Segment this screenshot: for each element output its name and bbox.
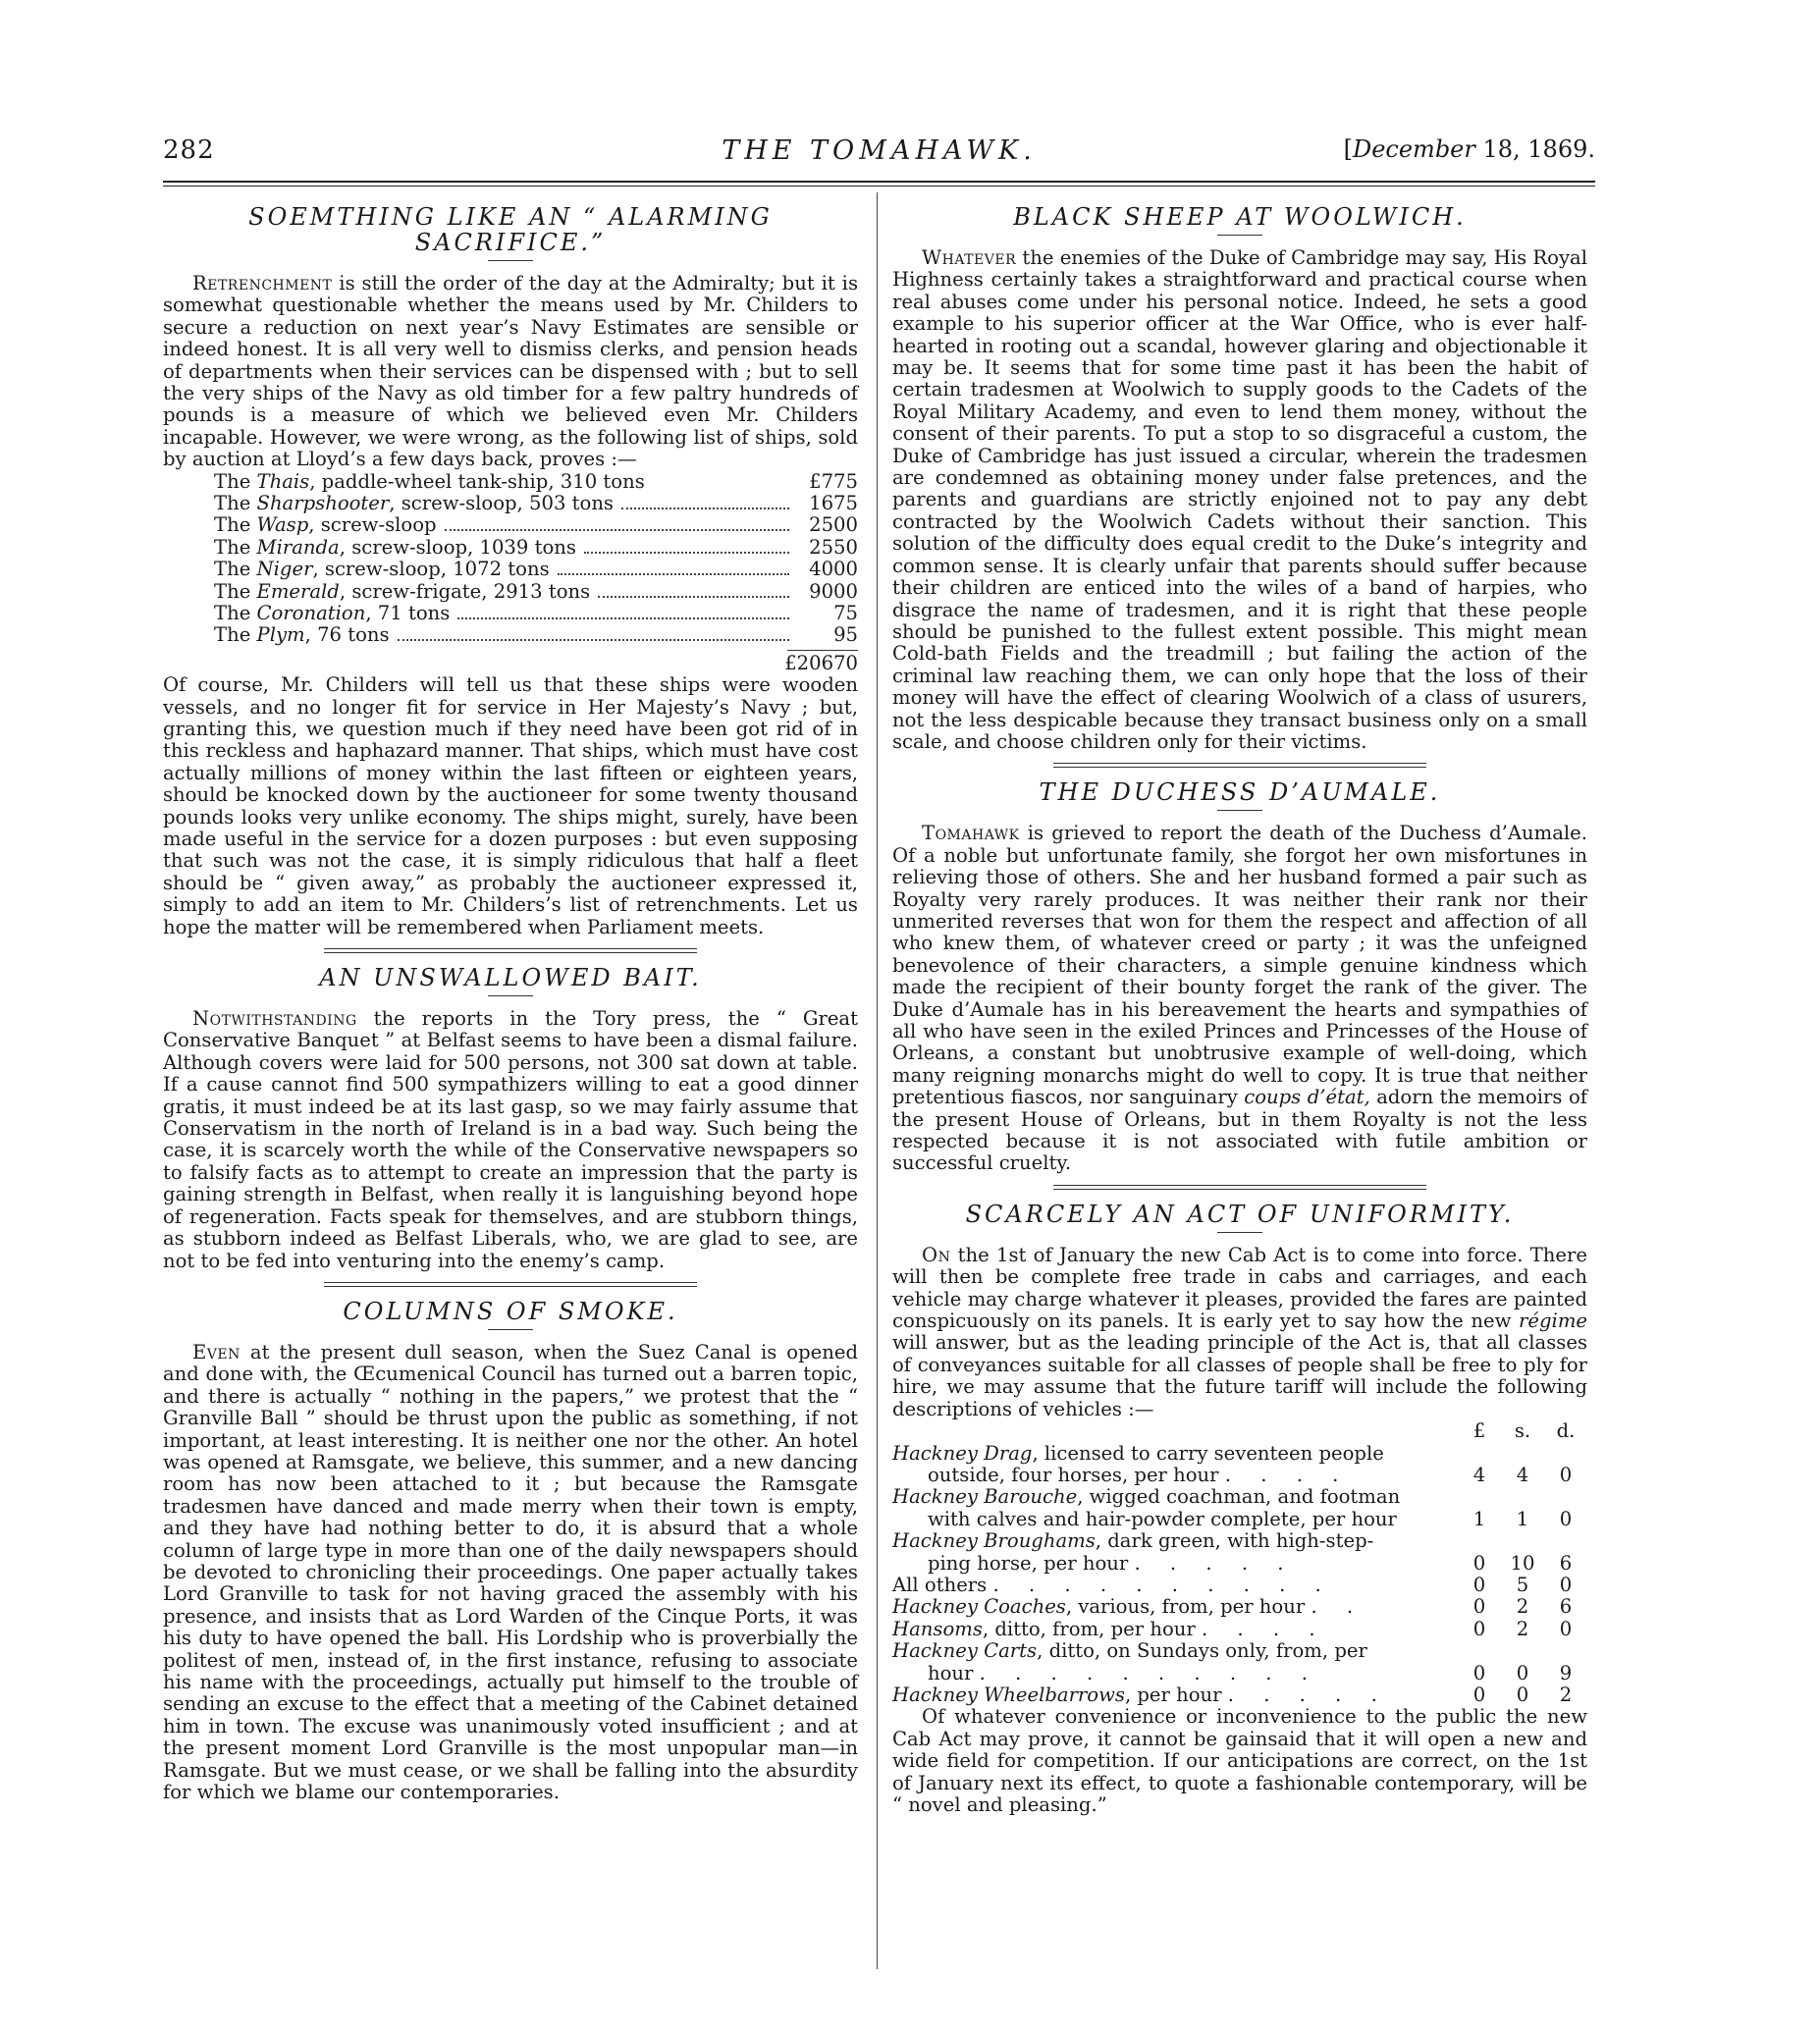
ship-description: , screw-sloop, 1039 tons bbox=[339, 535, 576, 559]
fare-description bbox=[892, 1530, 1458, 1575]
italic-phrase: coups d’état, bbox=[1244, 1086, 1370, 1109]
ship-name: Plym bbox=[256, 623, 305, 647]
ship-name: Wasp bbox=[256, 513, 309, 537]
ship-row bbox=[214, 514, 858, 536]
heading-rule bbox=[1217, 810, 1262, 811]
header-pounds: £ bbox=[1472, 1419, 1486, 1443]
vehicle-terms-cont: outside, four horses, per hour bbox=[928, 1463, 1219, 1486]
fare-pounds: 0 bbox=[1472, 1573, 1486, 1596]
ship-name: Coronation bbox=[256, 602, 366, 624]
fare-shillings: 0 bbox=[1516, 1661, 1529, 1684]
vehicle-name: Hackney Carts bbox=[892, 1639, 1038, 1663]
fare-shillings: 5 bbox=[1516, 1573, 1529, 1596]
dot-leader bbox=[457, 617, 789, 619]
fare-pence: 0 bbox=[1559, 1617, 1573, 1640]
fare-row bbox=[892, 1619, 1587, 1640]
dot-leader: . . bbox=[1311, 1595, 1365, 1619]
publication-title: THE TOMAHAWK. bbox=[722, 135, 1037, 166]
fare-pounds: 0 bbox=[1472, 1551, 1486, 1575]
fare-description bbox=[892, 1684, 1458, 1706]
left-column bbox=[163, 204, 858, 1803]
fare-pence: 0 bbox=[1559, 1463, 1573, 1486]
fare-description bbox=[892, 1575, 1458, 1596]
paragraph-text: at the present dull season, when the Suez Canal is opened and done with, the Œcumenical Council has turned out a barren topic, and there is actually “ nothing in the papers,” we protest that the “ Granville Ball ” should be thrust upon the public as something, if not important, at least interesting. It is neither one nor the other. An hotel was opened at Ramsgate, we believe, this summer, and a new dancing room has now been attached to it ; but because the Ramsgate tradesmen have danced and made merry when their town is empty, and they have had nothing better to do, it is absurd that a whole column of large type in more than one of the daily newspapers should be devoted to chronicling their proceedings. One paper actually takes Lord Granville to task for not having graced the assembly with his presence, and insists that as Lord Warden of the Cinque Ports, it was his duty to have opened the ball. His Lordship who is proverbially the politest of men, instead of, in the first instance, refusing to associate his name with the proceedings, actually put himself to the trouble of sending an excuse to the effect that a meeting of the Cabinet detained him in town. The excuse was unanimously voted insufficient ; and at the present moment Lord Granville is the most unpopular man—in Ramsgate. But we must cease, or we shall be falling into the absurdity for which we blame our contemporaries. bbox=[163, 1340, 858, 1804]
masthead-rule bbox=[163, 181, 1595, 183]
ship-description: , screw-sloop, 1072 tons bbox=[312, 558, 550, 581]
dot-leader bbox=[584, 552, 789, 554]
fare-pounds: 1 bbox=[1472, 1507, 1486, 1530]
section-divider bbox=[324, 948, 697, 953]
vehicle-terms-cont: ping horse, per hour bbox=[928, 1551, 1129, 1575]
fare-description bbox=[892, 1619, 1458, 1640]
vehicle-terms-cont: with calves and hair-powder complete, per hour bbox=[928, 1507, 1397, 1530]
dot-leader: . . . . bbox=[1224, 1463, 1351, 1486]
heading-rule bbox=[1217, 235, 1262, 236]
fare-pounds: 0 bbox=[1472, 1661, 1486, 1684]
heading-rule bbox=[488, 1329, 533, 1330]
article-heading: SCARCELY AN ACT OF UNIFORMITY. bbox=[965, 1200, 1515, 1228]
heading-rule bbox=[488, 260, 533, 261]
article-duchess-daumale bbox=[892, 779, 1587, 1175]
ship-entry bbox=[214, 559, 550, 580]
ship-row bbox=[214, 624, 858, 646]
vehicle-name: Hackney Wheelbarrows bbox=[892, 1683, 1125, 1706]
fare-row bbox=[892, 1530, 1587, 1575]
fare-row bbox=[892, 1640, 1587, 1684]
fare-pence: 2 bbox=[1559, 1683, 1573, 1706]
article-heading: BLACK SHEEP AT WOOLWICH. bbox=[1013, 203, 1467, 231]
fare-pence: 0 bbox=[1559, 1507, 1573, 1530]
date-bracket: [ bbox=[1343, 135, 1353, 163]
ship-row bbox=[214, 537, 858, 559]
fare-pounds: 0 bbox=[1472, 1683, 1486, 1706]
ship-sale-list bbox=[214, 471, 858, 647]
article-paragraph bbox=[892, 823, 1587, 1175]
fare-shillings: 2 bbox=[1516, 1595, 1529, 1619]
ship-name: Emerald bbox=[256, 579, 340, 603]
lead-word: Notwithstanding bbox=[192, 1007, 357, 1031]
vehicle-name: Hackney Drag bbox=[892, 1441, 1033, 1465]
ship-row bbox=[214, 493, 858, 514]
ship-price: 4000 bbox=[809, 558, 858, 581]
ship-description: , screw-sloop bbox=[308, 513, 437, 537]
vehicle-terms-cont: hour bbox=[928, 1661, 974, 1684]
vehicle-terms: , wigged coachman, and footman bbox=[1077, 1485, 1401, 1509]
ship-row bbox=[214, 603, 858, 624]
fare-row bbox=[892, 1486, 1587, 1530]
fare-pence: 6 bbox=[1559, 1551, 1573, 1575]
paragraph-text: the enemies of the Duke of Cambridge may say, His Royal Highness certainly takes a straightforward and practical course when real abuses come under his personal notice. Indeed, he sets a good example to his superior officer at the War Office, who is ever half-hearted in rooting out a scandal, however glaring and objectionable it may be. It seems that for some time past it has been the habit of certain tradesmen at Woolwich to supply goods to the Cadets of the Royal Military Academy, and even to lend them money, without the consent of their parents. To put a stop to so disgraceful a custom, the Duke of Cambridge has just issued a circular, wherein the tradesmen are condemned as obtaining money under false pretences, and the parents and guardians are strictly enjoined not to pay any debt contracted by the Woolwich Cadets without their sanction. This solution of the difficulty does equal credit to the Duke’s integrity and common sense. It is clearly unfair that parents should suffer because their children are enticed into the wiles of a band of harpies, who disgrace the name of tradesmen, and it is right that these people should be punished to the fullest extent possible. This might mean Cold-bath Fields and the treadmill ; but failing the action of the criminal law reaching them, we can only hope that the loss of their money will have the effect of clearing Woolwich of a class of usurers, not the less despicable because they transact business only on a small scale, and choose children only for their victims. bbox=[892, 246, 1587, 753]
article-black-sheep bbox=[892, 204, 1587, 753]
ship-description: , screw-frigate, 2913 tons bbox=[339, 579, 591, 603]
vehicle-name: Hackney Broughams bbox=[892, 1529, 1096, 1553]
vehicle-terms: , ditto, from, per hour bbox=[982, 1617, 1196, 1640]
article-paragraph bbox=[892, 247, 1587, 753]
right-column bbox=[892, 204, 1587, 1816]
ship-entry bbox=[214, 514, 437, 536]
italic-phrase: régime bbox=[1519, 1309, 1587, 1333]
fare-row bbox=[892, 1596, 1587, 1618]
vehicle-name: Hackney Barouche bbox=[892, 1485, 1078, 1509]
lead-word: Tomahawk bbox=[922, 822, 1020, 845]
ship-entry bbox=[214, 537, 576, 559]
heading-rule bbox=[1217, 1232, 1262, 1233]
dot-leader bbox=[598, 596, 789, 598]
ship-prefix: The bbox=[214, 469, 257, 493]
fare-table-header bbox=[892, 1420, 1587, 1442]
dot-leader: . . . . . . . . . . bbox=[979, 1661, 1319, 1684]
fare-pence: 6 bbox=[1559, 1595, 1573, 1619]
ship-price: 1675 bbox=[809, 492, 858, 515]
article-paragraph bbox=[163, 273, 858, 471]
vehicle-terms: All others bbox=[892, 1573, 988, 1596]
lead-word: Retrenchment bbox=[192, 272, 333, 294]
article-act-of-uniformity bbox=[892, 1202, 1587, 1817]
article-heading: SOEMTHING LIKE AN “ ALARMING SACRIFICE.” bbox=[248, 203, 773, 256]
vehicle-terms: , licensed to carry seventeen people bbox=[1032, 1441, 1384, 1465]
ship-name: Sharpshooter bbox=[256, 492, 390, 515]
dot-leader: . . . . . bbox=[1134, 1551, 1296, 1575]
header-pence: d. bbox=[1556, 1419, 1576, 1443]
paragraph-text: is still the order of the day at the Admiralty; but it is somewhat questionable whether the means used by Mr. Childers to secure a reduction on next year’s Navy Estimates are sensible or indeed honest. It is all very well to dismiss clerks, and pension heads of departments when their services can be dispensed with ; but to sell the very ships of the Navy as old timber for a few paltry hundreds of pounds is a measure of which we believed even Mr. Childers incapable. However, we were wrong, as the following list of ships, sold by auction at Lloyd’s a few days back, proves :— bbox=[163, 272, 858, 471]
ship-entry bbox=[214, 581, 590, 603]
article-heading: COLUMNS OF SMOKE. bbox=[343, 1297, 678, 1325]
ship-price: £775 bbox=[809, 469, 858, 493]
article-paragraph bbox=[163, 1342, 858, 1804]
dot-leader bbox=[398, 639, 789, 641]
lead-word: Even bbox=[192, 1340, 241, 1363]
ship-price: 9000 bbox=[809, 579, 858, 603]
article-paragraph: Of course, Mr. Childers will tell us that these ships were wooden vessels, and no longer fit for service in Her Majesty’s Navy ; but, granting this, we question much if they need have been got rid of in this reckless and haphazard manner. That ships, which must have cost actually millions of money within the last fifteen or eighteen years, should be knocked down by the auctioneer for some twenty thousand pounds looks very unlike economy. The ships might, surely, have been made useful in the service for a dozen purposes : but even supposing that such was not the case, it is simply ridiculous that half a fleet should be “ given away,” as probably the auctioneer expressed it, simply to add an item to Mr. Childers’s list of retrenchments. Let us hope the matter will be remembered when Parliament meets. bbox=[163, 673, 858, 938]
ship-price: 95 bbox=[833, 623, 858, 647]
article-heading: THE DUCHESS D’AUMALE. bbox=[1039, 778, 1441, 807]
ship-name: Miranda bbox=[256, 535, 340, 559]
fare-pounds: 4 bbox=[1472, 1463, 1486, 1486]
ship-prefix: The bbox=[214, 623, 257, 647]
lead-word: On bbox=[922, 1243, 951, 1266]
ship-price: 2550 bbox=[809, 535, 858, 559]
fare-table bbox=[892, 1443, 1587, 1707]
ship-price: 75 bbox=[833, 602, 858, 624]
total-rule bbox=[787, 650, 858, 651]
ship-prefix: The bbox=[214, 602, 257, 624]
ship-price: 2500 bbox=[809, 513, 858, 537]
fare-pence: 9 bbox=[1559, 1661, 1573, 1684]
ship-description: , 76 tons bbox=[304, 623, 390, 647]
fare-shillings: 4 bbox=[1516, 1463, 1529, 1486]
ship-description: , 71 tons bbox=[365, 602, 451, 624]
ship-name: Niger bbox=[256, 558, 313, 581]
ship-prefix: The bbox=[214, 579, 257, 603]
ship-description: , paddle-wheel tank-ship, 310 tons bbox=[309, 469, 645, 493]
header-shillings: s. bbox=[1514, 1419, 1531, 1443]
ship-entry bbox=[214, 493, 614, 514]
ship-prefix: The bbox=[214, 492, 257, 515]
ship-description: , screw-sloop, 503 tons bbox=[389, 492, 614, 515]
dot-leader bbox=[445, 529, 789, 531]
fare-shillings: 0 bbox=[1516, 1683, 1529, 1706]
fare-description bbox=[892, 1640, 1458, 1684]
paragraph-text: the 1st of January the new Cab Act is to come into force. There will then be complete free trade in cabs and carriages, and each vehicle may charge whatever it pleases, provided the fares are painted conspicuously on its panels. It is early yet to say how the new bbox=[892, 1243, 1587, 1333]
paragraph-text: adorn the memoirs of the present House of Orleans, but in them Royalty is not the less respected because it is not associated with futile ambition or successful cruelty. bbox=[892, 1086, 1587, 1175]
vehicle-name: Hackney Coaches bbox=[892, 1595, 1066, 1619]
ship-row bbox=[214, 471, 858, 493]
dot-leader bbox=[621, 508, 789, 509]
article-unswallowed-bait bbox=[163, 965, 858, 1272]
article-heading: AN UNSWALLOWED BAIT. bbox=[319, 964, 702, 992]
ship-prefix: The bbox=[214, 558, 257, 581]
vehicle-name: Hansoms bbox=[892, 1617, 983, 1640]
vehicle-terms: , various, from, per hour bbox=[1065, 1595, 1306, 1619]
fare-row bbox=[892, 1575, 1587, 1596]
paragraph-text: is grieved to report the death of the Duchess d’Aumale. Of a noble but unfortunate family, she forgot her own misfortunes in relieving those of others. She and her husband formed a pair such as Royalty very rarely produces. It was neither their rank nor their unmerited reverses that won for them the respect and affection of all who knew them, of whatever creed or party ; it was the unfeigned benevolence of their characters, a simple genuine kindness which made the recipient of their bounty forget the rank of the giver. The Duke d’Aumale has in his bereavement the hearts and sympathies of all who have seen in the exiled Princes and Princesses of the House of Orleans, a constant but unobtrusive example of well-doing, which many reigning monarchs might do well to copy. It is true that neither pretentious fiascos, nor sanguinary bbox=[892, 822, 1587, 1109]
dot-leader: . . . . . bbox=[1227, 1683, 1389, 1706]
column-divider bbox=[877, 192, 878, 1969]
vehicle-terms: , ditto, on Sundays only, from, per bbox=[1037, 1639, 1367, 1663]
fare-description bbox=[892, 1443, 1458, 1487]
section-divider bbox=[324, 1282, 697, 1287]
article-paragraph bbox=[892, 1245, 1587, 1420]
fare-pounds: 0 bbox=[1472, 1595, 1486, 1619]
fare-description bbox=[892, 1596, 1458, 1618]
masthead-rule-thin bbox=[163, 186, 1595, 187]
fare-row bbox=[892, 1684, 1587, 1706]
fare-pence: 0 bbox=[1559, 1573, 1573, 1596]
paragraph-text: the reports in the Tory press, the “ Great Conservative Banquet ” at Belfast seems to have been a dismal failure. Although covers were laid for 500 persons, not 300 sat down at table. If a cause cannot find 500 sympathizers willing to eat a good dinner gratis, it must indeed be at its last gasp, so we may fairly assume that Conservatism in the north of Ireland is in a bad way. Such being the case, it is scarcely worth the while of the Conservative newspapers so to falsify facts as to attempt to create an impression that the party is gaining strength in Belfast, when really it is languishing beyond hope of regeneration. Facts speak for themselves, and are stubborn things, as stubborn indeed as Belfast Liberals, who, we are glad to see, are not to be fed into venturing into the enemy’s camp. bbox=[163, 1007, 858, 1272]
fare-pounds: 0 bbox=[1472, 1617, 1486, 1640]
ship-prefix: The bbox=[214, 513, 257, 537]
page-number: 282 bbox=[163, 135, 215, 165]
section-divider bbox=[1053, 1185, 1426, 1190]
dot-leader: . . . . . . . . . . bbox=[992, 1573, 1333, 1596]
fare-shillings: 1 bbox=[1516, 1507, 1529, 1530]
date-day-year: 18, 1869. bbox=[1474, 135, 1595, 163]
lead-word: Whatever bbox=[922, 246, 1017, 269]
ship-entry bbox=[214, 624, 390, 646]
ship-prefix: The bbox=[214, 535, 257, 559]
issue-date bbox=[1344, 135, 1595, 163]
section-divider bbox=[1053, 763, 1426, 768]
ship-row bbox=[214, 581, 858, 603]
fare-shillings: 2 bbox=[1516, 1617, 1529, 1640]
article-paragraph bbox=[163, 1008, 858, 1272]
masthead bbox=[163, 135, 1595, 175]
fare-shillings: 10 bbox=[1510, 1551, 1535, 1575]
article-paragraph: Of whatever convenience or inconvenience to the public the new Cab Act may prove, it cannot be gainsaid that it will open a new and wide field for competition. If our anticipations are correct, on the 1st of January next its effect, to quote a fashionable contemporary, will be “ novel and pleasing.” bbox=[892, 1705, 1587, 1816]
dot-leader bbox=[558, 573, 789, 575]
article-columns-of-smoke bbox=[163, 1299, 858, 1804]
paragraph-text: will answer, but as the leading principle of the Act is, that all classes of conveyances suitable for all classes of people shall be free to ply for hire, we may assume that the future tariff will include the following descriptions of vehicles :— bbox=[892, 1331, 1587, 1420]
ship-row bbox=[214, 559, 858, 580]
article-alarming-sacrifice bbox=[163, 204, 858, 938]
fare-description bbox=[892, 1486, 1458, 1530]
fare-row bbox=[892, 1443, 1587, 1487]
ship-entry bbox=[214, 471, 645, 493]
ship-entry bbox=[214, 603, 450, 624]
heading-rule bbox=[488, 995, 533, 996]
date-month: December bbox=[1352, 135, 1475, 163]
ship-sale-total: £20670 bbox=[784, 651, 858, 674]
vehicle-terms: , per hour bbox=[1124, 1683, 1222, 1706]
ship-name: Thais bbox=[256, 469, 310, 493]
dot-leader: . . . . bbox=[1201, 1617, 1327, 1640]
vehicle-terms: , dark green, with high-step- bbox=[1095, 1529, 1374, 1553]
